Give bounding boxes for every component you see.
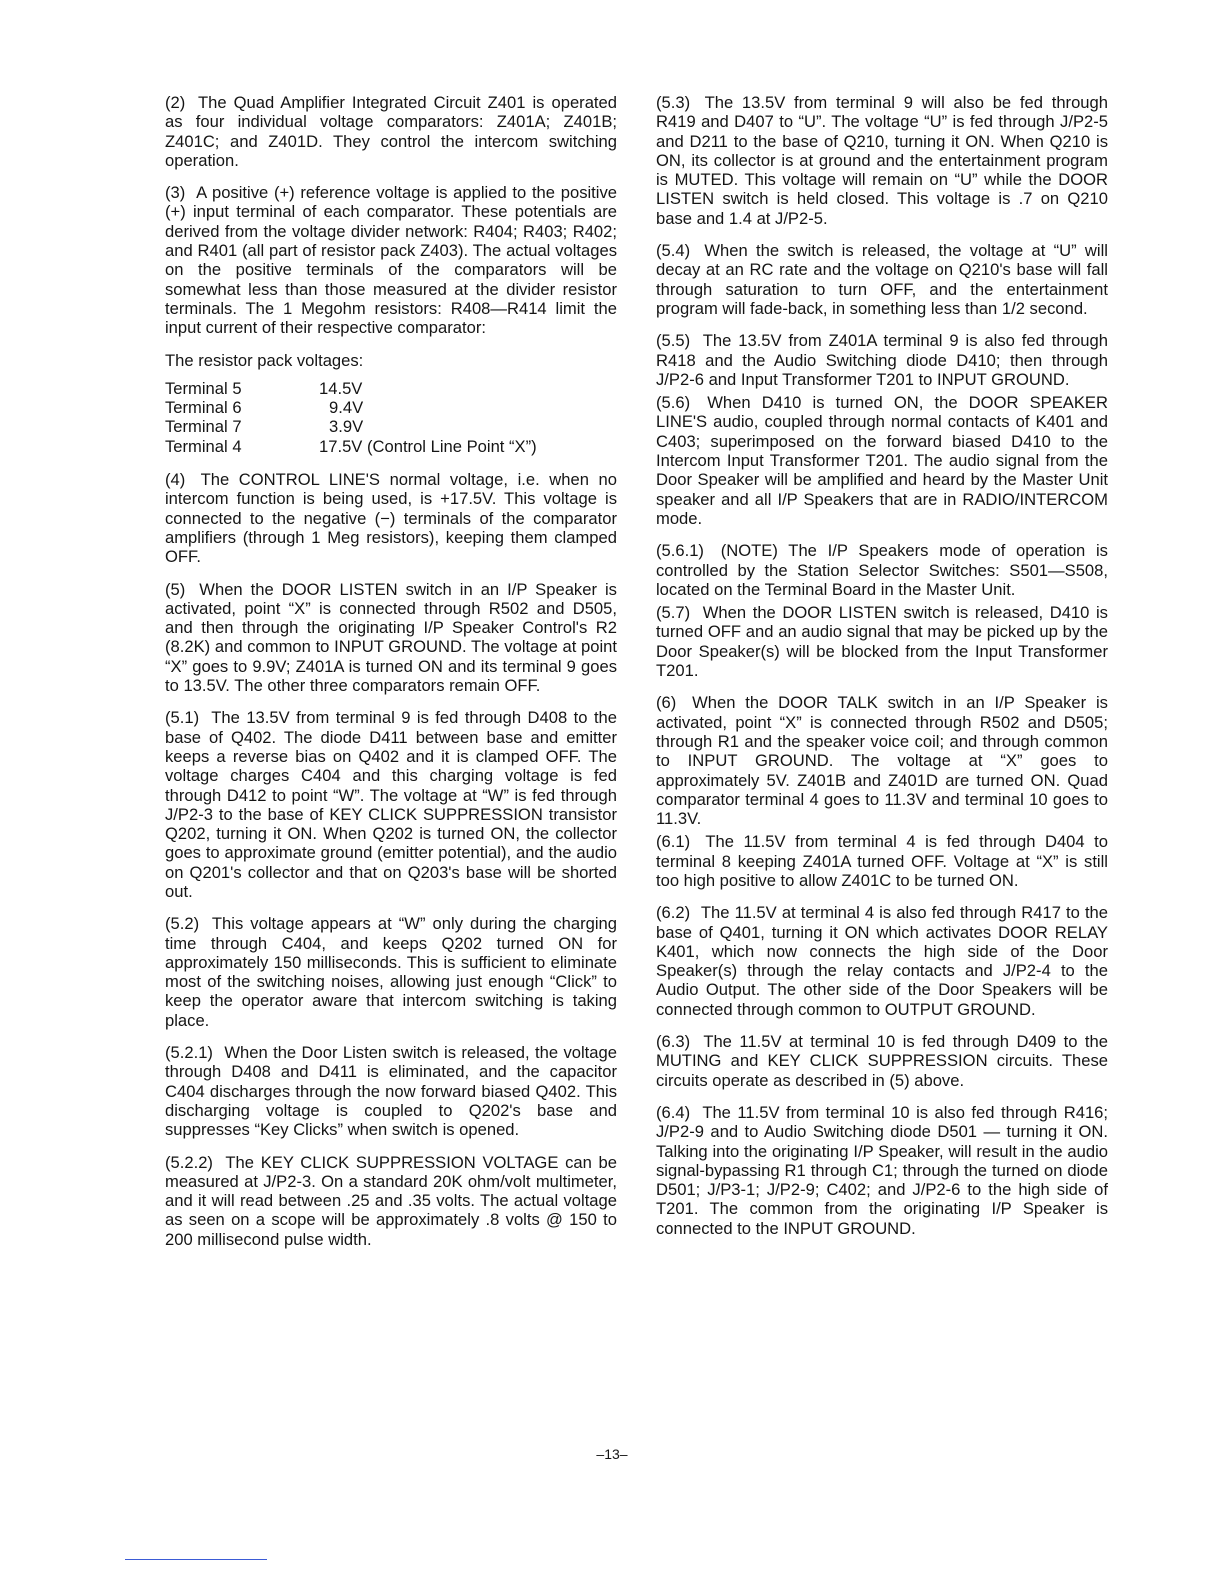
- paragraph-3: (3) A positive (+) reference voltage is applied to the positive (+) input terminal of each comparator. These potentials are derived from the voltage divider network: R404; R403; R402; and R401 (all part of resistor pack Z403). The actual voltages on the positive terminals of the comparators will be somewhat less than those measured at the divider resistor terminals. The 1 Megohm resistors: R408—R414 limit the input current of their respective comparator:: [165, 183, 617, 338]
- paragraph-5-6-1: (5.6.1) (NOTE) The I/P Speakers mode of operation is controlled by the Station Selector Switches: S501—S508, located on the Terminal Board in the Master Unit.: [656, 541, 1108, 599]
- paragraph-6-2: (6.2) The 11.5V at terminal 4 is also fed through R417 to the base of Q401, turning it ON which activates DOOR RELAY K401, which now connects the high side of the Door Speaker(s) through the relay contacts and J/P2-4 to the Audio Output. The other side of the Door Speakers will be connected through common to OUTPUT GROUND.: [656, 903, 1109, 1019]
- resistor-pack-voltage-table: [165, 379, 617, 456]
- paragraph-5-5: (5.5) The 13.5V from Z401A terminal 9 is also fed through R418 and the Audio Switching diode D410; then through J/P2-6 and Input Transformer T201 to INPUT GROUND.: [656, 331, 1108, 389]
- paragraph-5-4: (5.4) When the switch is released, the voltage at “U” will decay at an RC rate and the voltage on Q210's base will fall through saturation to turn OFF, and the entertainment program will fade-back, in something less than 1/2 second.: [656, 241, 1108, 318]
- voltage-row: Terminal 4 17.5V (Control Line Point “X”): [165, 436, 537, 456]
- voltage-row: Terminal 7 3.9V: [165, 417, 364, 437]
- voltage-row: Terminal 5 14.5V: [165, 378, 363, 398]
- paragraph-5-6: (5.6) When D410 is turned ON, the DOOR SPEAKER LINE'S audio, coupled through normal contacts of K401 and C403; superimposed on the forward biased D410 to the Intercom Input Transformer T201. The audio signal from the Door Speaker will be amplified and heard by the Master Unit speaker and all I/P Speakers that are in RADIO/INTERCOM mode.: [656, 393, 1108, 528]
- left-column: [165, 93, 617, 1262]
- footer-rule: [125, 1559, 267, 1560]
- paragraph-2: (2) The Quad Amplifier Integrated Circuit Z401 is operated as four individual voltage comparators: Z401A; Z401B; Z401C; and Z401D. They control the intercom switching operation.: [165, 93, 617, 170]
- paragraph-5-2: (5.2) This voltage appears at “W” only during the charging time through C404, and keeps Q202 turned ON for approximately 150 milliseconds. This is sufficient to eliminate most of the switching noises, allowing just enough “Click” to keep the operator aware that intercom switching is taking place.: [165, 914, 618, 1030]
- paragraph-5: (5) When the DOOR LISTEN switch in an I/P Speaker is activated, point “X” is connected through R502 and D505, and then through the originating I/P Speaker Control's R2 (8.2K) and common to INPUT GROUND. The voltage at point “X” goes to 9.9V; Z401A is turned ON and its terminal 9 goes to 13.5V. The other three comparators remain OFF.: [165, 579, 617, 696]
- paragraph-6-4: (6.4) The 11.5V from terminal 10 is also fed through R416; J/P2-9 and to Audio Switching diode D501 — turning it ON. Talking into the originating I/P Speaker, will result in the audio signal-bypassing R1 through C1; through the turned on diode D501; J/P3-1; J/P2-9; C402; and J/P2-6 to the high side of T201. The common from the originating I/P Speaker is connected to the INPUT GROUND.: [656, 1102, 1109, 1238]
- paragraph-5-3: (5.3) The 13.5V from terminal 9 will also be fed through R419 and D407 to “U”. The voltage “U” is fed through J/P2-5 and D211 to the base of Q210, turning it ON. When Q210 is ON, its collector is at ground and the entertainment program is MUTED. This voltage will remain on “U” while the DOOR LISTEN switch is held closed. This voltage is .7 on Q210 base and 1.4 at J/P2-5.: [656, 93, 1108, 228]
- paragraph-5-1: (5.1) The 13.5V from terminal 9 is fed through D408 to the base of Q402. The diode D411 between base and emitter keeps a reverse bias on Q402 and it is clamped OFF. The voltage charges C404 and this charging voltage is fed through D412 to point “W”. The voltage at “W” is fed through J/P2-3 to the base of KEY CLICK SUPPRESSION transistor Q202, turning it ON. When Q202 is turned ON, the collector goes to approximate ground (emitter potential), and the audio on Q201's collector and that on Q203's base will be shorted out.: [165, 708, 618, 901]
- page-number: –13–: [596, 1446, 628, 1462]
- paragraph-4: (4) The CONTROL LINE'S normal voltage, i.e. when no intercom function is being used, is +17.5V. This voltage is connected to the negative (−) terminals of the comparator amplifiers (through 1 Meg resistors), keeping them clamped OFF.: [165, 470, 618, 567]
- paragraph-5-7: (5.7) When the DOOR LISTEN switch is released, D410 is turned OFF and an audio signal that may be picked up by the Door Speaker(s) will be blocked from the Input Transformer T201.: [656, 603, 1108, 681]
- voltage-row: Terminal 6 9.4V: [165, 398, 364, 418]
- paragraph-6-3: (6.3) The 11.5V at terminal 10 is fed through D409 to the MUTING and KEY CLICK SUPPRESSION circuits. These circuits operate as described in (5) above.: [656, 1032, 1108, 1090]
- paragraph-6: (6) When the DOOR TALK switch in an I/P Speaker is activated, point “X” is connected through R502 and D505; through R1 and the speaker voice coil; and through common to INPUT GROUND. The voltage at “X” goes to approximately 5V. Z401B and Z401D are turned ON. Quad comparator terminal 4 goes to 11.3V and terminal 10 goes to 11.3V.: [656, 693, 1108, 829]
- paragraph-5-2-2: (5.2.2) The KEY CLICK SUPPRESSION VOLTAGE can be measured at J/P2-3. On a standard 20K ohm/volt multimeter, and it will read between .25 and .35 volts. The actual voltage as seen on a scope will be approximately .8 volts @ 150 to 200 millisecond pulse width.: [165, 1152, 618, 1249]
- paragraph-5-2-1: (5.2.1) When the Door Listen switch is released, the voltage through D408 and D411 is eliminated, and the capacitor C404 discharges through the now forward biased Q402. This discharging voltage is coupled to Q202's base and suppresses “Key Clicks” when switch is opened.: [165, 1043, 617, 1140]
- resistor-pack-heading: The resistor pack voltages:: [165, 350, 364, 370]
- paragraph-6-1: (6.1) The 11.5V from terminal 4 is fed through D404 to terminal 8 keeping Z401A turned OFF. Voltage at “X” is still too high positive to allow Z401C to be turned ON.: [656, 832, 1108, 890]
- right-column: [656, 93, 1108, 1251]
